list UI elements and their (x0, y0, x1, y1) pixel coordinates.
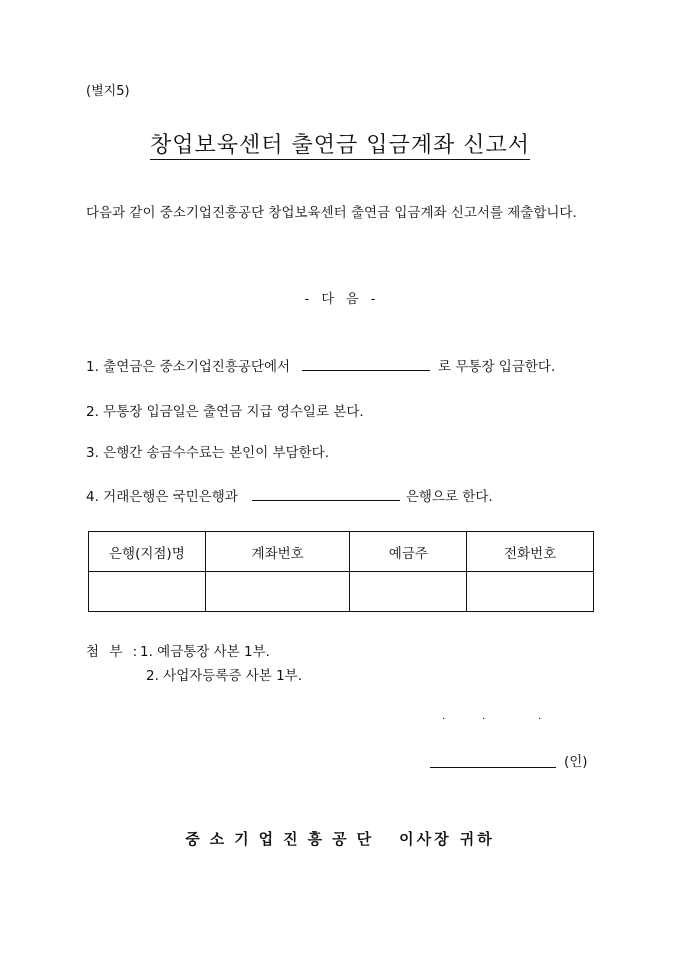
section-separator: - 다 음 - (304, 292, 376, 307)
header-bank-branch: 은행(지점)명 (89, 532, 206, 572)
document-title: 창업보육센터 출연금 입금계좌 신고서 (149, 133, 530, 158)
cell-bank-branch[interactable] (89, 572, 206, 612)
recipient-addressee: 이사장 귀하 (399, 830, 495, 848)
header-account-number: 계좌번호 (205, 532, 350, 572)
clause-1 (86, 355, 555, 375)
seal-mark: (인) (564, 754, 588, 770)
document-title-block (0, 128, 680, 159)
clause-4 (86, 485, 493, 505)
clause-3: 3. 은행간 송금수수료는 본인이 부담한다. (86, 445, 329, 461)
date-dot: . (482, 711, 486, 722)
table-header-row (89, 532, 594, 572)
date-dot: . (538, 711, 542, 722)
clause-4-prefix: 4. 거래은행은 국민은행과 (86, 489, 238, 505)
clause-1-blank-field[interactable] (302, 358, 430, 371)
header-account-holder: 예금주 (350, 532, 467, 572)
clause-1-suffix: 로 무통장 입금한다. (438, 359, 556, 375)
form-code: (별지5) (86, 84, 130, 99)
clause-4-suffix: 은행으로 한다. (405, 489, 493, 505)
cell-account-number[interactable] (205, 572, 350, 612)
cell-account-holder[interactable] (350, 572, 467, 612)
signature-line[interactable] (430, 766, 556, 768)
clause-2: 2. 무통장 입금일은 출연금 지급 영수일로 본다. (86, 404, 364, 420)
clause-4-blank-field[interactable] (252, 488, 400, 501)
recipient (0, 828, 680, 849)
attachment-item: 1. 예금통장 사본 1부. (140, 644, 270, 660)
intro-paragraph: 다음과 같이 중소기업진흥공단 창업보육센터 출연금 입금계좌 신고서를 제출합니다. (86, 205, 577, 221)
attachment-item: 2. 사업자등록증 사본 1부. (146, 668, 303, 684)
cell-phone-number[interactable] (467, 572, 594, 612)
date-dot: . (442, 711, 446, 722)
attachments-label: 첨 부 : (86, 644, 138, 660)
date-field[interactable] (440, 712, 550, 722)
recipient-organization: 중소기업진흥공단 (185, 830, 382, 848)
bank-account-table (88, 531, 594, 612)
clause-1-prefix: 1. 출연금은 중소기업진흥공단에서 (86, 359, 291, 375)
header-phone-number: 전화번호 (467, 532, 594, 572)
table-row (89, 572, 594, 612)
